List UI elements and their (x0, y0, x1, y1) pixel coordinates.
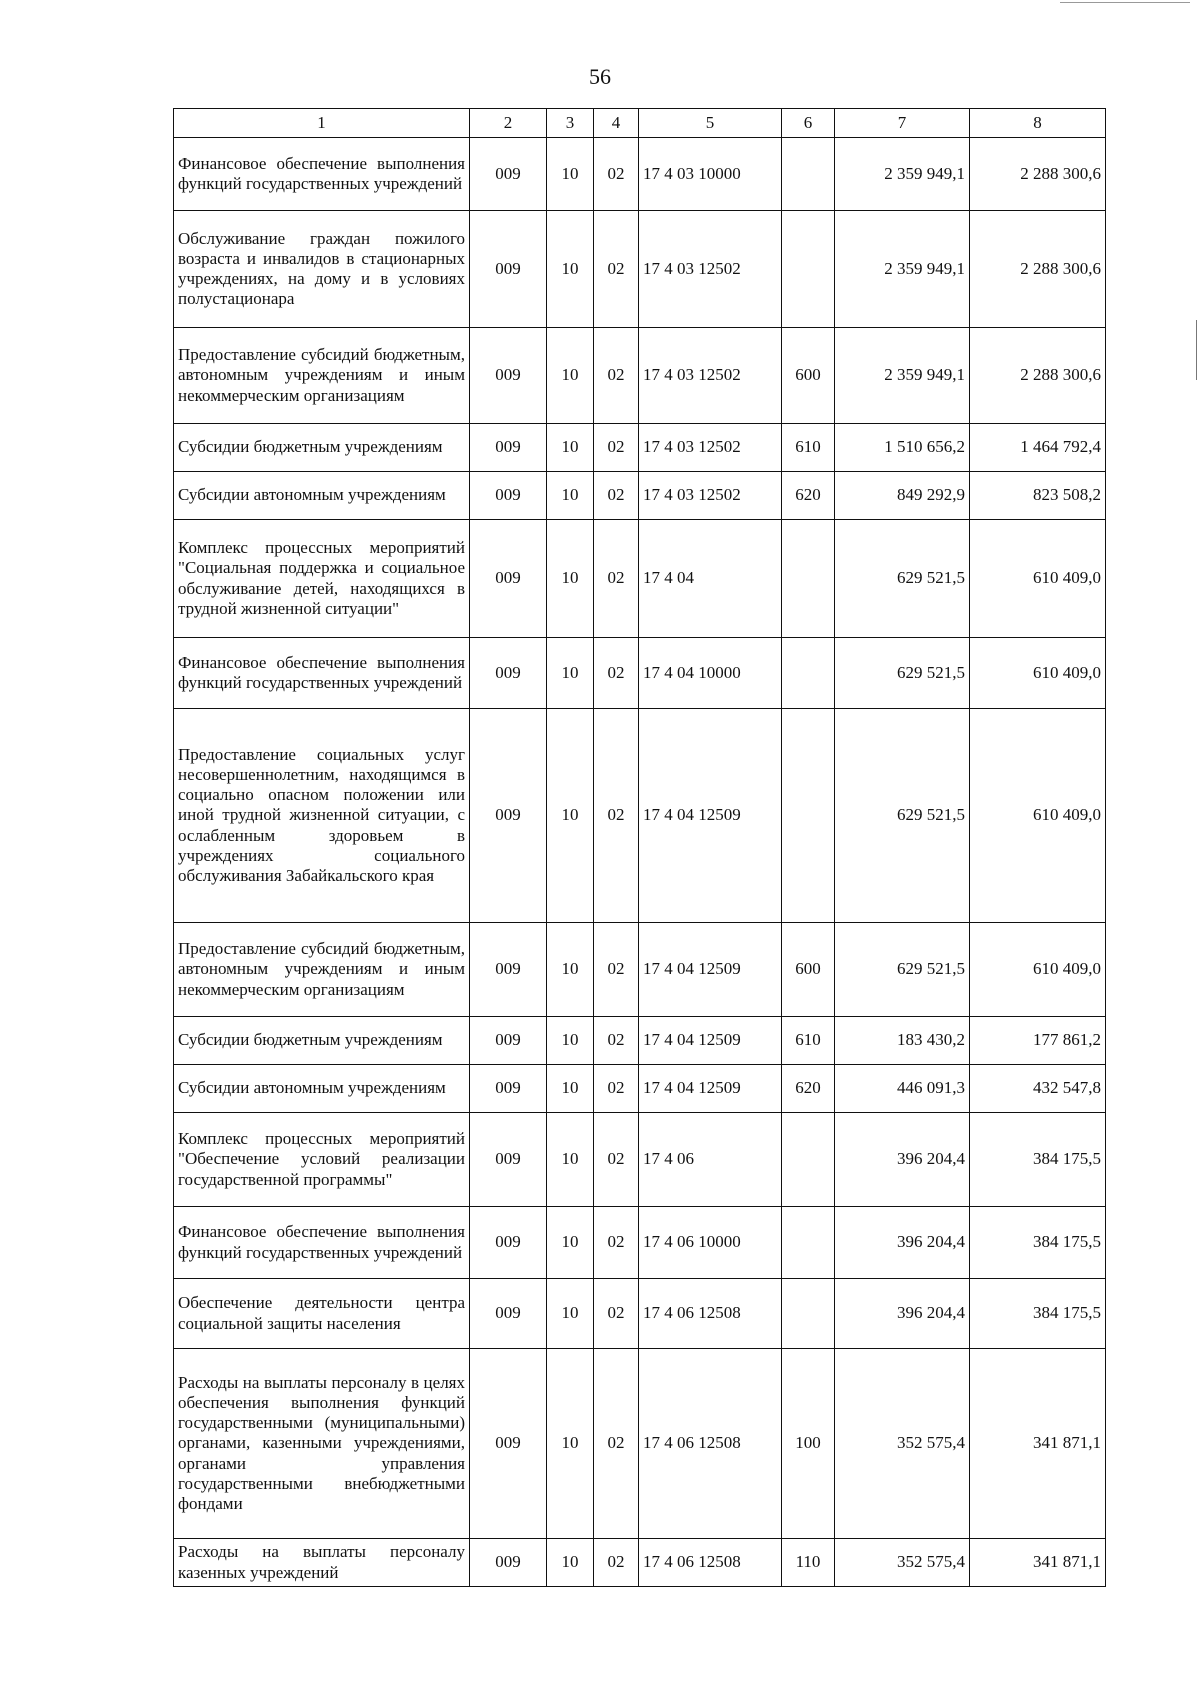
cell-col-2: 009 (470, 472, 547, 520)
cell-col-4: 02 (594, 1065, 639, 1113)
table-row (174, 709, 1106, 923)
table-row (174, 138, 1106, 211)
cell-col-4: 02 (594, 1207, 639, 1279)
cell-col-4: 02 (594, 424, 639, 472)
cell-col-7: 183 430,2 (835, 1017, 970, 1065)
cell-col-2: 009 (470, 424, 547, 472)
cell-col-3: 10 (547, 709, 594, 923)
cell-col-6: 100 (782, 1349, 835, 1539)
cell-col-4: 02 (594, 520, 639, 638)
scan-right-edge-mark (1196, 320, 1197, 380)
cell-col-6: 110 (782, 1539, 835, 1587)
row-name: Обслуживание граждан пожилого возраста и инвалидов в стационарных учреждениях, на дому и в условиях полустационара (174, 211, 470, 328)
cell-col-2: 009 (470, 638, 547, 709)
table-row (174, 1207, 1106, 1279)
cell-col-5: 17 4 04 12509 (639, 709, 782, 923)
cell-col-7: 352 575,4 (835, 1349, 970, 1539)
cell-col-2: 009 (470, 1113, 547, 1207)
cell-col-6 (782, 1279, 835, 1349)
cell-col-7: 629 521,5 (835, 638, 970, 709)
cell-col-8: 610 409,0 (970, 520, 1106, 638)
header-col-7: 7 (835, 109, 970, 138)
header-col-5: 5 (639, 109, 782, 138)
row-name: Расходы на выплаты персоналу в целях обеспечения выполнения функций государственными (муниципальными) органами, казенными учреждениями, органами управления государственными внебюджетными фондами (174, 1349, 470, 1539)
cell-col-4: 02 (594, 923, 639, 1017)
cell-col-3: 10 (547, 1349, 594, 1539)
cell-col-7: 629 521,5 (835, 709, 970, 923)
cell-col-5: 17 4 04 10000 (639, 638, 782, 709)
cell-col-5: 17 4 06 12508 (639, 1539, 782, 1587)
cell-col-8: 384 175,5 (970, 1207, 1106, 1279)
cell-col-6 (782, 1207, 835, 1279)
cell-col-4: 02 (594, 472, 639, 520)
cell-col-3: 10 (547, 1017, 594, 1065)
cell-col-7: 352 575,4 (835, 1539, 970, 1587)
row-name: Предоставление социальных услуг несовершеннолетним, находящимся в социально опасном положении или иной трудной жизненной ситуации, с ослабленным здоровьем в учреждениях социального обслуживания Забайкальского края (174, 709, 470, 923)
cell-col-5: 17 4 04 (639, 520, 782, 638)
cell-col-6: 600 (782, 923, 835, 1017)
cell-col-7: 396 204,4 (835, 1207, 970, 1279)
row-name: Субсидии автономным учреждениям (174, 472, 470, 520)
table-row (174, 1349, 1106, 1539)
cell-col-6: 610 (782, 424, 835, 472)
cell-col-7: 849 292,9 (835, 472, 970, 520)
cell-col-5: 17 4 04 12509 (639, 1065, 782, 1113)
cell-col-3: 10 (547, 520, 594, 638)
cell-col-8: 341 871,1 (970, 1539, 1106, 1587)
cell-col-8: 2 288 300,6 (970, 328, 1106, 424)
table-row (174, 638, 1106, 709)
cell-col-5: 17 4 04 12509 (639, 1017, 782, 1065)
header-col-2: 2 (470, 109, 547, 138)
cell-col-5: 17 4 03 10000 (639, 138, 782, 211)
cell-col-7: 2 359 949,1 (835, 138, 970, 211)
row-name: Финансовое обеспечение выполнения функций государственных учреждений (174, 1207, 470, 1279)
row-name: Субсидии бюджетным учреждениям (174, 424, 470, 472)
cell-col-3: 10 (547, 1207, 594, 1279)
cell-col-7: 2 359 949,1 (835, 211, 970, 328)
cell-col-7: 629 521,5 (835, 923, 970, 1017)
cell-col-4: 02 (594, 1113, 639, 1207)
cell-col-8: 341 871,1 (970, 1349, 1106, 1539)
row-name: Комплекс процессных мероприятий "Социальная поддержка и социальное обслуживание детей, находящихся в трудной жизненной ситуации" (174, 520, 470, 638)
cell-col-3: 10 (547, 424, 594, 472)
cell-col-3: 10 (547, 328, 594, 424)
table-row (174, 1279, 1106, 1349)
page-number: 56 (589, 64, 611, 89)
header-col-1: 1 (174, 109, 470, 138)
cell-col-6: 620 (782, 1065, 835, 1113)
table-header (174, 109, 1106, 138)
cell-col-8: 610 409,0 (970, 638, 1106, 709)
cell-col-4: 02 (594, 709, 639, 923)
cell-col-3: 10 (547, 1113, 594, 1207)
cell-col-8: 384 175,5 (970, 1279, 1106, 1349)
header-row (174, 109, 1106, 138)
cell-col-2: 009 (470, 211, 547, 328)
row-name: Предоставление субсидий бюджетным, автономным учреждениям и иным некоммерческим организациям (174, 328, 470, 424)
cell-col-7: 396 204,4 (835, 1113, 970, 1207)
cell-col-2: 009 (470, 1065, 547, 1113)
cell-col-6 (782, 211, 835, 328)
cell-col-7: 446 091,3 (835, 1065, 970, 1113)
cell-col-3: 10 (547, 211, 594, 328)
cell-col-3: 10 (547, 138, 594, 211)
cell-col-6 (782, 709, 835, 923)
cell-col-5: 17 4 03 12502 (639, 424, 782, 472)
cell-col-8: 610 409,0 (970, 923, 1106, 1017)
cell-col-5: 17 4 04 12509 (639, 923, 782, 1017)
table-row (174, 328, 1106, 424)
cell-col-5: 17 4 03 12502 (639, 211, 782, 328)
cell-col-4: 02 (594, 138, 639, 211)
table-row (174, 520, 1106, 638)
cell-col-8: 823 508,2 (970, 472, 1106, 520)
cell-col-7: 1 510 656,2 (835, 424, 970, 472)
cell-col-5: 17 4 06 10000 (639, 1207, 782, 1279)
cell-col-6: 620 (782, 472, 835, 520)
cell-col-2: 009 (470, 1349, 547, 1539)
budget-table (173, 108, 1106, 1587)
table-row (174, 424, 1106, 472)
table-row (174, 1065, 1106, 1113)
cell-col-4: 02 (594, 328, 639, 424)
cell-col-2: 009 (470, 1279, 547, 1349)
header-col-6: 6 (782, 109, 835, 138)
cell-col-8: 177 861,2 (970, 1017, 1106, 1065)
cell-col-5: 17 4 06 12508 (639, 1349, 782, 1539)
cell-col-6: 600 (782, 328, 835, 424)
table-body (174, 138, 1106, 1587)
cell-col-8: 610 409,0 (970, 709, 1106, 923)
cell-col-8: 2 288 300,6 (970, 138, 1106, 211)
cell-col-7: 2 359 949,1 (835, 328, 970, 424)
row-name: Предоставление субсидий бюджетным, автономным учреждениям и иным некоммерческим организациям (174, 923, 470, 1017)
cell-col-3: 10 (547, 638, 594, 709)
row-name: Субсидии автономным учреждениям (174, 1065, 470, 1113)
row-name: Финансовое обеспечение выполнения функций государственных учреждений (174, 138, 470, 211)
table-row (174, 923, 1106, 1017)
header-col-4: 4 (594, 109, 639, 138)
cell-col-4: 02 (594, 1539, 639, 1587)
row-name: Финансовое обеспечение выполнения функций государственных учреждений (174, 638, 470, 709)
cell-col-4: 02 (594, 638, 639, 709)
cell-col-5: 17 4 03 12502 (639, 472, 782, 520)
row-name: Обеспечение деятельности центра социальной защиты населения (174, 1279, 470, 1349)
cell-col-4: 02 (594, 1349, 639, 1539)
cell-col-3: 10 (547, 1279, 594, 1349)
cell-col-8: 2 288 300,6 (970, 211, 1106, 328)
cell-col-8: 1 464 792,4 (970, 424, 1106, 472)
cell-col-8: 384 175,5 (970, 1113, 1106, 1207)
cell-col-6 (782, 138, 835, 211)
cell-col-8: 432 547,8 (970, 1065, 1106, 1113)
cell-col-3: 10 (547, 1539, 594, 1587)
row-name: Комплекс процессных мероприятий "Обеспечение условий реализации государственной программы" (174, 1113, 470, 1207)
cell-col-2: 009 (470, 138, 547, 211)
cell-col-3: 10 (547, 1065, 594, 1113)
cell-col-6 (782, 638, 835, 709)
cell-col-6 (782, 520, 835, 638)
cell-col-5: 17 4 03 12502 (639, 328, 782, 424)
cell-col-7: 629 521,5 (835, 520, 970, 638)
cell-col-6: 610 (782, 1017, 835, 1065)
cell-col-2: 009 (470, 1017, 547, 1065)
table-row (174, 472, 1106, 520)
cell-col-3: 10 (547, 923, 594, 1017)
cell-col-2: 009 (470, 520, 547, 638)
cell-col-4: 02 (594, 1017, 639, 1065)
row-name: Субсидии бюджетным учреждениям (174, 1017, 470, 1065)
cell-col-2: 009 (470, 709, 547, 923)
header-col-8: 8 (970, 109, 1106, 138)
header-col-3: 3 (547, 109, 594, 138)
row-name: Расходы на выплаты персоналу казенных учреждений (174, 1539, 470, 1587)
cell-col-5: 17 4 06 (639, 1113, 782, 1207)
cell-col-3: 10 (547, 472, 594, 520)
cell-col-6 (782, 1113, 835, 1207)
table-row (174, 1539, 1106, 1587)
scan-top-edge-mark (1060, 2, 1190, 3)
cell-col-2: 009 (470, 328, 547, 424)
cell-col-4: 02 (594, 1279, 639, 1349)
cell-col-2: 009 (470, 1539, 547, 1587)
table-row (174, 1113, 1106, 1207)
cell-col-7: 396 204,4 (835, 1279, 970, 1349)
cell-col-4: 02 (594, 211, 639, 328)
cell-col-5: 17 4 06 12508 (639, 1279, 782, 1349)
table-row (174, 211, 1106, 328)
table-row (174, 1017, 1106, 1065)
cell-col-2: 009 (470, 1207, 547, 1279)
cell-col-2: 009 (470, 923, 547, 1017)
